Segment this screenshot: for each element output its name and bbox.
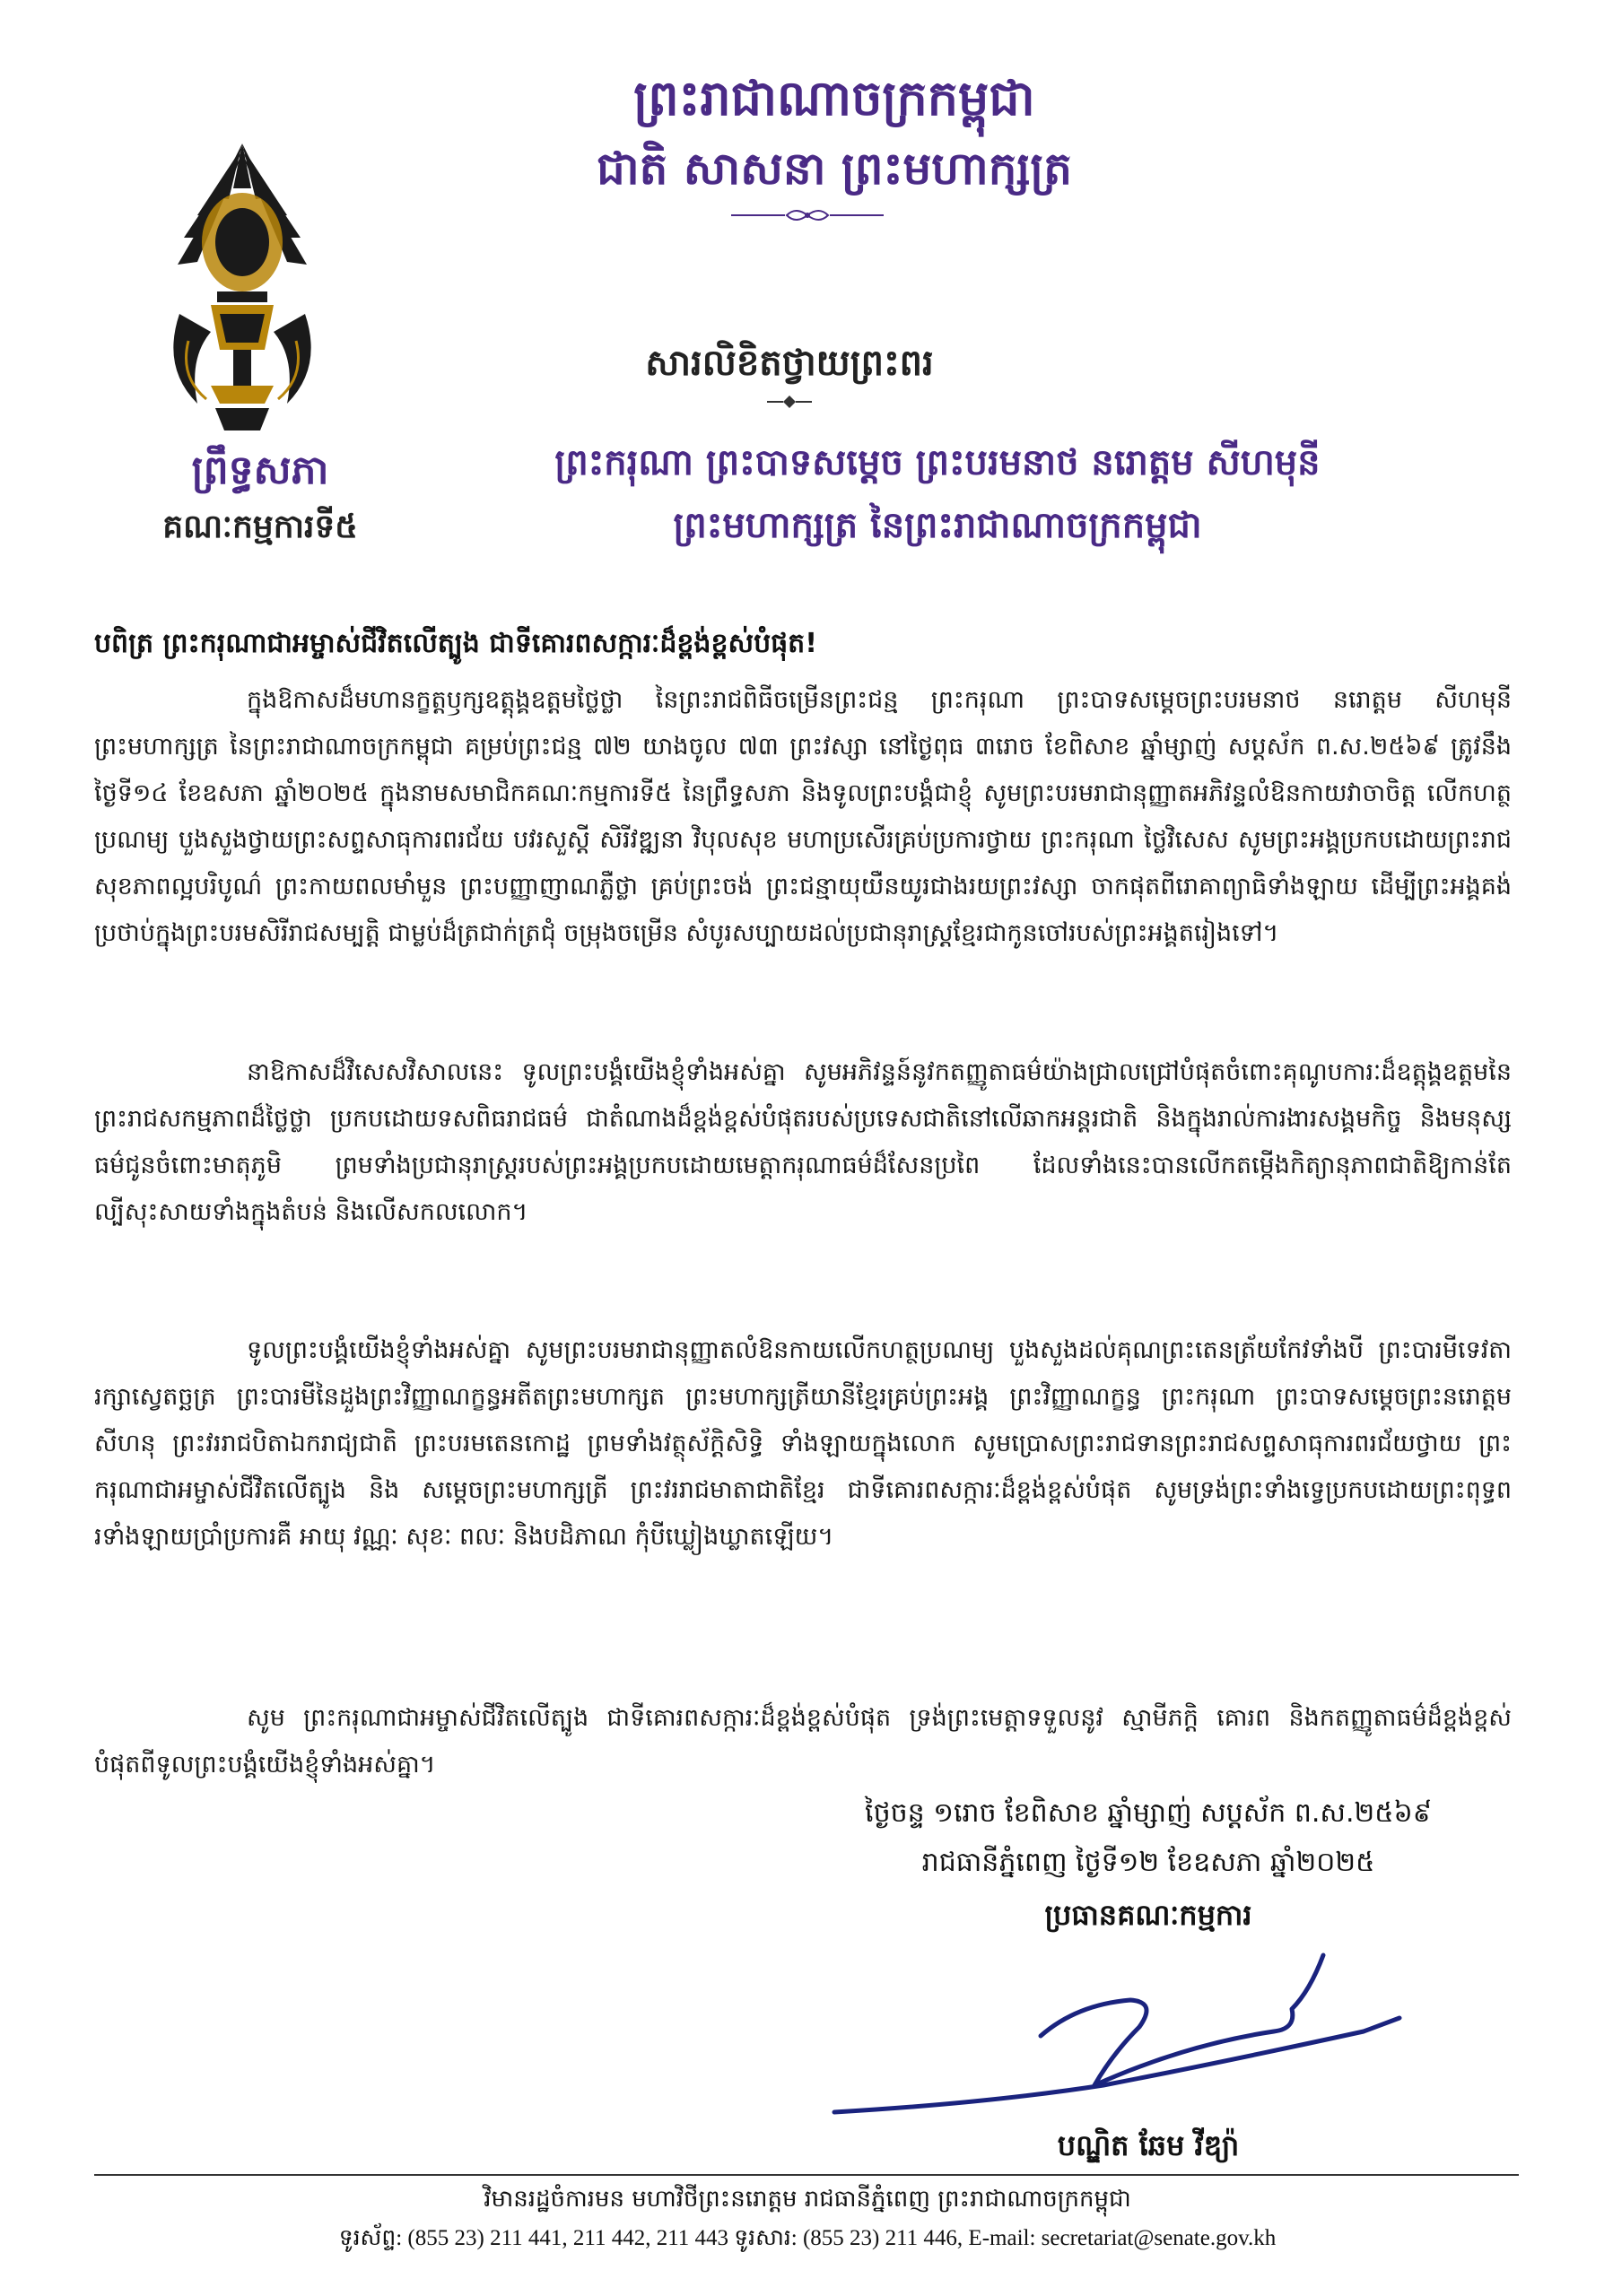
body-paragraph-3: ទូលព្រះបង្គំយើងខ្ញុំទាំងអស់គ្នា សូមព្រះបរមរាជានុញ្ញាតលំឱនកាយលើកហត្ថប្រណម្យ បួងសួងដល់គុណព្រះតេនត្រ័យកែវទាំងបី ព្រះបារមីទេវតារក្សាស្វេតច្ឆត្រ ព្រះបារមីនៃដួងព្រះវិញ្ញាណក្ខន្ធអតីតព្រះមហាក្សត ព្រះមហាក្សត្រីយានីខ្មែរគ្រប់ព្រះអង្គ ព្រះវិញ្ញាណក្ខន្ធ ព្រះករុណា ព្រះបាទសម្តេចព្រះនរោត្តម សីហនុ ព្រះវររាជបិតាឯករាជ្យជាតិ ព្រះបរមតេនកោដ្ឋ ព្រមទាំងវត្ថុស័ក្តិសិទ្ធិ ទាំងឡាយក្នុងលោក សូមប្រោសព្រះរាជទានព្រះរាជសព្ទសាធុការពរជ័យថ្វាយ ព្រះករុណាជាអម្ចាស់ជីវិតលើត្បូង និង សម្តេចព្រះមហាក្សត្រី ព្រះវររាជមាតាជាតិខ្មែរ ជាទីគោរពសក្ការៈដ៏ខ្ពង់ខ្ពស់បំផុត សូមទ្រង់ព្រះទាំងទ្វេប្រកបដោយព្រះពុទ្ធពរទាំងឡាយប្រាំប្រការគឺ អាយុ វណ្ណៈ សុខៈ ពលៈ និងបដិភាណ កុំបីឃ្លៀងឃ្លាតឡើយ។ xyxy=(94,1336,1512,1551)
kingdom-heading: ព្រះរាជាណាចក្រកម្ពុជា xyxy=(633,70,1035,126)
salutation: បពិត្រ ព្រះករុណាជាអម្ចាស់ជីវិតលើត្បូង ជាទីគោរពសក្ការៈដ៏ខ្ពង់ខ្ពស់បំផុត! xyxy=(94,628,817,659)
body-paragraph-4: សូម ព្រះករុណាជាអម្ចាស់ជីវិតលើត្បូង ជាទីគោរពសក្ការៈដ៏ខ្ពង់ខ្ពស់បំផុត ទ្រង់ព្រះមេត្តាទទួលនូវ ស្មាមីភក្តិ គោរព និងកតញ្ញូតាធម៌ដ៏ខ្ពង់ខ្ពស់បំផុតពីទូលព្រះបង្គំយើងខ្ញុំទាំងអស់គ្នា។ xyxy=(94,1704,1512,1779)
handwritten-signature xyxy=(807,1919,1417,2126)
royal-emblem-icon xyxy=(161,135,323,439)
signer-name: បណ្ឌិត ឆែម វីឌ្យ៉ា xyxy=(1057,2128,1240,2162)
body-paragraph-2: នាឱកាសដ៏វិសេសវិសាលនេះ ទូលព្រះបង្គំយើងខ្ញុំទាំងអស់គ្នា សូមអភិវន្ទន៍នូវកតញ្ញូតាធម៌យ៉ាងជ្រាលជ្រៅបំផុតចំពោះគុណូបការៈដ៏ឧត្តុង្គឧត្តមនៃព្រះរាជសកម្មភាពដ៏ថ្លៃថ្លា ប្រកបដោយទសពិធរាជធម៌ ជាតំណាងដ៏ខ្ពង់ខ្ពស់បំផុតរបស់ប្រទេសជាតិនៅលើឆាកអន្តរជាតិ និងក្នុងរាល់ការងារសង្គមកិច្ច និងមនុស្សធម៌ជូនចំពោះមាតុភូមិ ព្រមទាំងប្រជានុរាស្ត្ររបស់ព្រះអង្គប្រកបដោយមេត្តាករុណាធម៌ដ៏សែនប្រពៃ ដែលទាំងនេះបានលើកតម្កើងកិត្យានុភាពជាតិឱ្យកាន់តែល្បីសុះសាយទាំងក្នុងតំបន់ និងលើសកលលោក។ xyxy=(94,1058,1512,1226)
footer-address: វិមានរដ្ឋចំការមន មហាវិថីព្រះនរោត្តម រាជធានីភ្នំពេញ ព្រះរាជាណាចក្រកម្ពុជា xyxy=(484,2186,1131,2213)
body-paragraph-1: ក្នុងឱកាសដ៏មហានក្ខត្តឫក្សឧត្តុង្គឧត្តមថ្លៃថ្លា នៃព្រះរាជពិធីចម្រើនព្រះជន្ម ព្រះករុណា ព្រះបាទសម្តេចព្រះបរមនាថ នរោត្តម សីហមុនី ព្រះមហាក្សត្រ នៃព្រះរាជាណាចក្រកម្ពុជា គម្រប់ព្រះជន្ម ៧២ យាងចូល ៧៣ ព្រះវស្សា នៅថ្ងៃពុធ ៣រោច ខែពិសាខ ឆ្នាំម្សាញ់ សប្តស័ក ព.ស.២៥៦៩ ត្រូវនឹងថ្ងៃទី១៤ ខែឧសភា ឆ្នាំ២០២៥ ក្នុងនាមសមាជិកគណៈកម្មការទី៥ នៃព្រឹទ្ធសភា និងទូលព្រះបង្គំជាខ្ញុំ សូមព្រះបរមរាជានុញ្ញាតអភិវន្ទលំឱនកាយវាចាចិត្ត លើកហត្ថប្រណម្យ បួងសួងថ្វាយព្រះសព្ទសាធុការពរជ័យ បវរសួស្តី សិរីវឌ្ឍនា វិបុលសុខ មហាប្រសើរគ្រប់ប្រការថ្វាយ ព្រះករុណា ថ្លៃវិសេស សូមព្រះអង្គប្រកបដោយព្រះរាជសុខភាពល្អបរិបូណ៌ ព្រះកាយពលមាំមួន ព្រះបញ្ញាញាណភ្លឺថ្លា គ្រប់ព្រះចង់ ព្រះជន្មាយុយឺនយូរជាងរយព្រះវស្សា ចាកផុតពីរោគាព្យាធិទាំងឡាយ ដើម្បីព្រះអង្គគង់ប្រថាប់ក្នុងព្រះបរមសិរីរាជសម្បត្តិ ជាម្លប់ដ៏ត្រជាក់ត្រជុំ ចម្រុងចម្រើន សំបូរសប្បាយដល់ប្រជានុរាស្ត្រខ្មែរជាកូនចៅរបស់ព្រះអង្គតរៀងទៅ។ xyxy=(94,686,1512,947)
addressee-line-2: ព្រះមហាក្សត្រ នៃព្រះរាជាណាចក្រកម្ពុជា xyxy=(673,505,1202,546)
institution-name: ព្រឹទ្ធសភា xyxy=(191,448,329,493)
commission-name: គណៈកម្មការទី៥ xyxy=(162,509,358,545)
document-title: សារលិខិតថ្វាយព្រះពរ xyxy=(645,343,934,384)
title-divider-icon xyxy=(767,393,812,411)
footer-divider xyxy=(94,2174,1519,2176)
signer-title: ប្រធានគណៈកម្មការ xyxy=(1044,1898,1252,1932)
addressee-line-1: ព្រះករុណា ព្រះបាទសម្តេច ព្រះបរមនាថ នរោត្តម សីហមុនី xyxy=(554,442,1321,483)
place-and-date: រាជធានីភ្នំពេញ ថ្ងៃទី១២ ខែឧសភា ឆ្នាំ២០២៥ xyxy=(921,1847,1375,1878)
lunar-date: ថ្ងៃចន្ទ ១រោច ខែពិសាខ ឆ្នាំម្សាញ់ សប្តស័ក ព.ស.២៥៦៩ xyxy=(865,1797,1432,1829)
motto-heading: ជាតិ សាសនា ព្រះមហាក្សត្រ xyxy=(597,143,1072,195)
footer-contact: ទូរស័ព្ទ: (855 23) 211 441, 211 442, 211 443 ទូរសារ: (855 23) 211 446, E-mail: secretariat@senate.gov.kh xyxy=(338,2226,1277,2250)
ornamental-divider-icon xyxy=(731,204,884,226)
